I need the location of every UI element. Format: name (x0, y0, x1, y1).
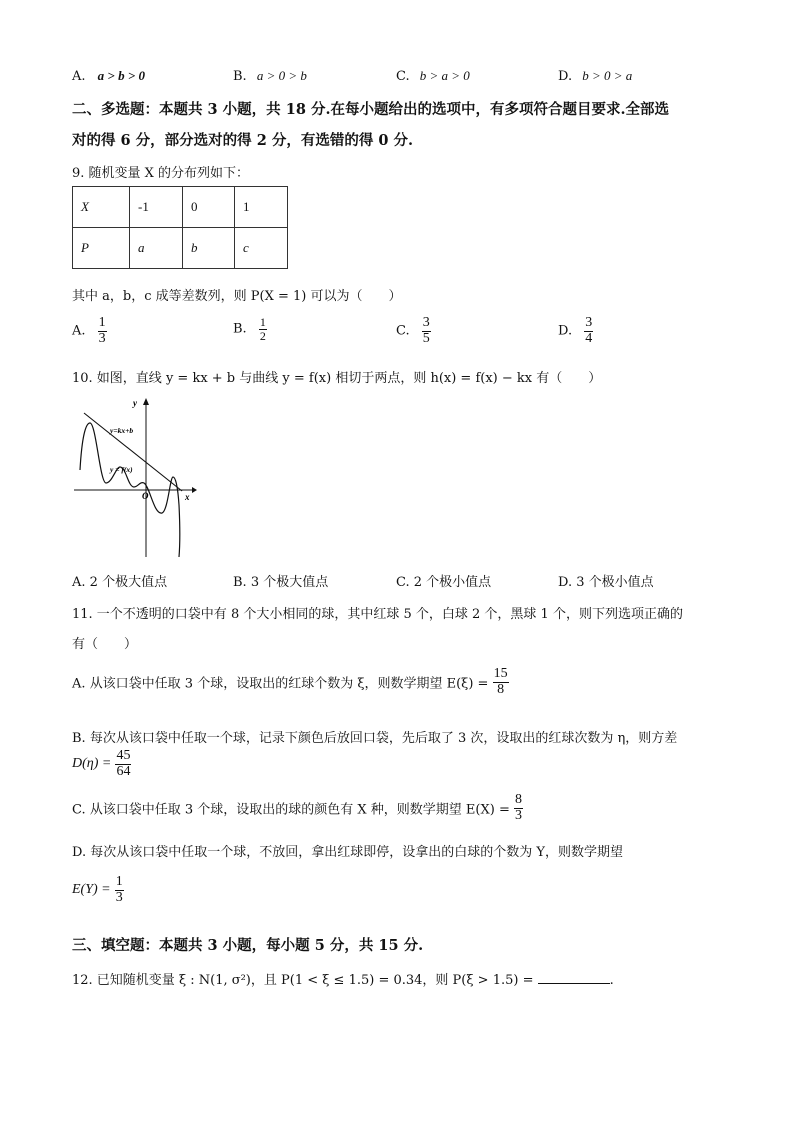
sentence-end: . (609, 973, 614, 988)
option-text: 3 个极小值点 (576, 575, 654, 590)
question-text: 12. 已知随机变量 ξ : N(1, σ²)，且 P(1 < ξ ≤ 1.5) = 0.34，则 P(ξ > 1.5) = (72, 973, 534, 988)
axis-label-y: y (133, 398, 137, 408)
axis-label-x: x (185, 492, 190, 502)
fraction (98, 316, 107, 346)
option-text: 2 个极小值点 (413, 575, 492, 590)
q12 (72, 969, 614, 988)
option-text: 2 个极大值点 (89, 575, 168, 590)
fraction (259, 316, 267, 342)
numerator: 15 (493, 666, 508, 681)
numerator: 1 (98, 315, 106, 330)
option-text: A. 从该口袋中任取 3 个球，设取出的红球个数为 ξ，则数学期望 E(ξ) = (72, 676, 489, 692)
q11-line2: 有（ ） (72, 637, 138, 652)
denominator: 5 (422, 330, 430, 346)
option-text: a > 0 > b (256, 68, 307, 83)
option-text: a > b > 0 (97, 68, 145, 83)
q9-option-a (72, 316, 107, 346)
option-label: B. (233, 575, 247, 590)
q9-line2: 其中 a，b，c 成等差数列，则 P(X = 1) 可以为（ ） (72, 289, 402, 304)
table-cell: a (130, 228, 183, 269)
option-label: D. (558, 575, 573, 590)
q11-option-b-line1: B. 每次从该口袋中任取一个球，记录下颜色后放回口袋，先后取了 3 次，设取出的红球次数为 η，则方差 (72, 731, 678, 746)
option-text: b > a > 0 (419, 68, 470, 83)
fraction (514, 793, 523, 823)
fraction (493, 667, 509, 697)
fraction (422, 316, 431, 346)
q9-option-d (558, 316, 593, 346)
option-label: D. (558, 69, 573, 84)
q8-option-d (558, 68, 632, 84)
q11-line1: 11. 一个不透明的口袋中有 8 个大小相同的球，其中红球 5 个，白球 2 个，黑球 1 个，则下列选项正确的 (72, 607, 683, 622)
denominator: 2 (259, 328, 266, 343)
denominator: 3 (515, 807, 522, 823)
fraction (584, 316, 593, 346)
q10-option-b (233, 571, 328, 590)
numerator: 3 (422, 315, 430, 330)
x-axis-arrow (192, 487, 197, 493)
q11-option-c (72, 793, 523, 823)
denominator: 8 (497, 681, 505, 697)
numerator: 1 (115, 874, 123, 889)
option-text: C. 从该口袋中任取 3 个球，设取出的球的颜色有 X 种，则数学期望 E(X) = (72, 802, 510, 818)
table-cell: b (183, 228, 235, 269)
option-text: 3 个极大值点 (250, 575, 329, 590)
distribution-table (72, 186, 288, 269)
option-label: B. (233, 321, 247, 337)
q10-option-a (72, 571, 167, 590)
option-text: b > 0 > a (582, 68, 633, 83)
denominator: 3 (98, 330, 106, 346)
table-cell: P (73, 228, 130, 269)
table-cell: c (235, 228, 288, 269)
denominator: 3 (115, 889, 123, 905)
origin-label: O (142, 491, 149, 501)
math-expression: E(Y) = (72, 882, 111, 898)
q10-stem: 10. 如图，直线 y = kx + b 与曲线 y = f(x) 相切于两点，则 h(x) = f(x) − kx 有（ ） (72, 371, 602, 386)
table-row (73, 187, 288, 228)
table-cell: 1 (235, 187, 288, 228)
section3-title: 三、填空题：本题共 3 小题，每小题 5 分，共 15 分. (72, 937, 424, 954)
q8-option-b (233, 68, 307, 84)
fraction (115, 749, 131, 779)
option-label: C. (396, 69, 410, 84)
q9-option-c (396, 316, 431, 346)
q10-option-c (396, 571, 491, 590)
q9-stem: 9. 随机变量 X 的分布列如下： (72, 166, 250, 181)
function-graph-figure (70, 395, 200, 565)
y-axis-arrow (143, 398, 149, 405)
option-label: B. (233, 69, 247, 84)
option-label: D. (558, 323, 573, 339)
numerator: 1 (259, 315, 266, 329)
tangent-line-label: y=kx+b (110, 426, 134, 435)
table-cell: -1 (130, 187, 183, 228)
numerator: 45 (116, 748, 131, 763)
q11-option-a (72, 667, 509, 697)
denominator: 64 (116, 763, 131, 779)
math-expression: D(η) = (72, 756, 112, 772)
section2-line2: 对的得 6 分，部分选对的得 2 分，有选错的得 0 分. (72, 132, 414, 149)
numerator: 3 (585, 315, 593, 330)
option-label: A. (72, 323, 86, 339)
fraction (115, 875, 124, 905)
table-row (73, 228, 288, 269)
q8-option-c (396, 68, 470, 84)
option-label: A. (72, 69, 86, 84)
q11-option-b-line2 (72, 749, 131, 779)
tangent-line (84, 413, 182, 491)
answer-blank[interactable] (538, 969, 610, 984)
q10-option-d (558, 571, 654, 590)
option-label: C. (396, 575, 410, 590)
denominator: 4 (585, 330, 593, 346)
table-cell: X (73, 187, 130, 228)
curve-label: y = f(x) (110, 465, 133, 474)
table-cell: 0 (183, 187, 235, 228)
section2-line1: 二、多选题：本题共 3 小题，共 18 分.在每小题给出的选项中，有多项符合题目要求.全部选 (72, 101, 670, 118)
option-label: C. (396, 323, 410, 339)
option-label: A. (72, 575, 86, 590)
q8-option-a (72, 68, 145, 84)
numerator: 8 (515, 792, 522, 807)
q11-option-d-line1: D. 每次从该口袋中任取一个球，不放回，拿出红球即停，设拿出的白球的个数为 Y，则数学期望 (72, 845, 623, 860)
q11-option-d-line2 (72, 875, 124, 905)
q9-option-b (233, 316, 267, 342)
